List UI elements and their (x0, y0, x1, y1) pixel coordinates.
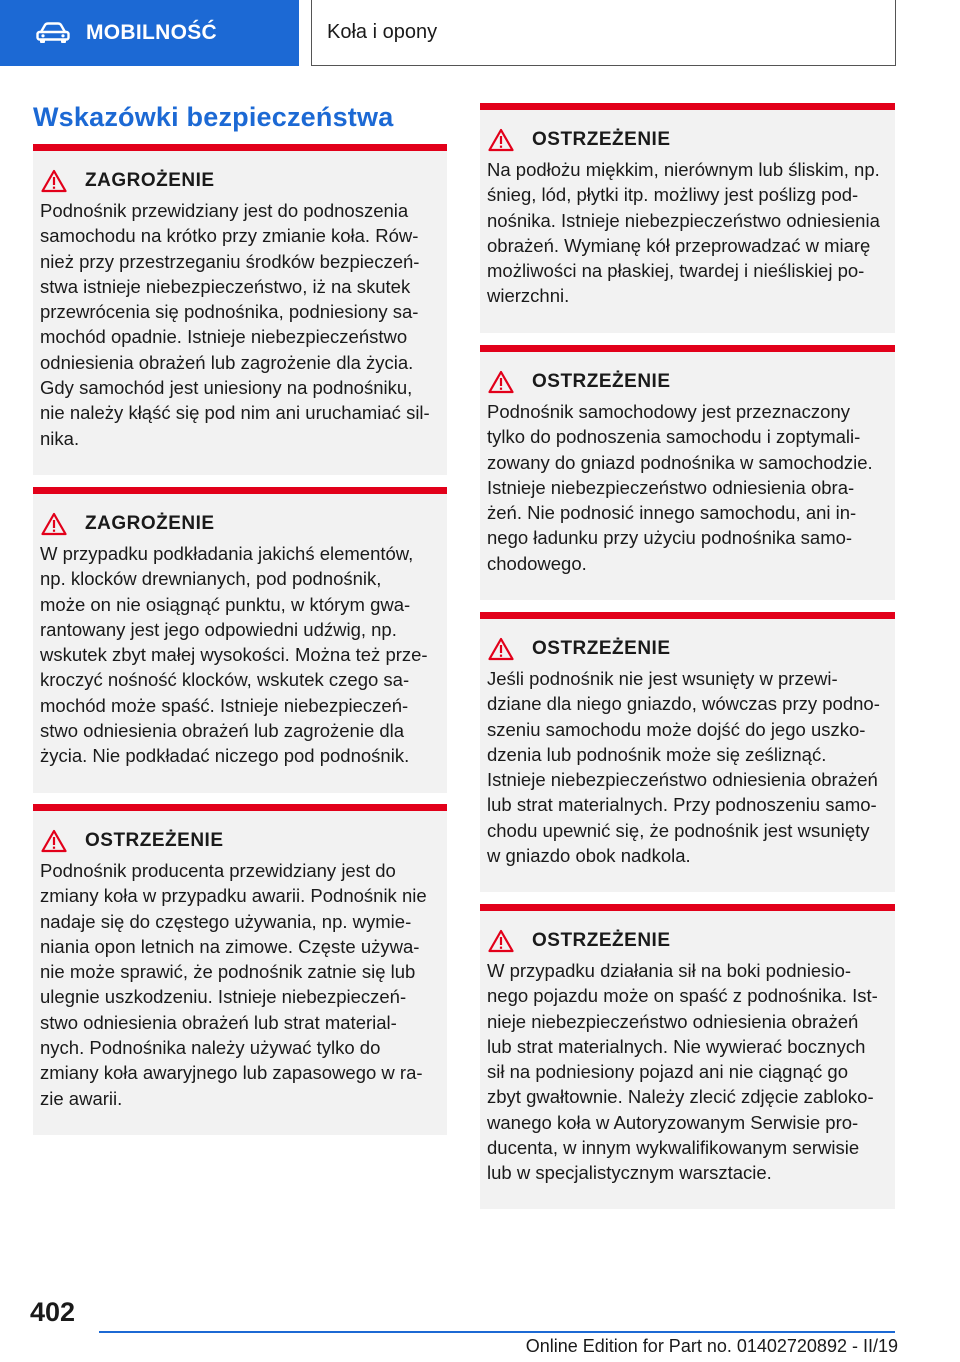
text-line: ducenta, w innym wykwalifikowanym serwisie (487, 1137, 860, 1159)
text-line: mochód może spaść. Istnieje niebezpieczeń- (40, 694, 409, 716)
warning-box (33, 804, 447, 1135)
warning-triangle-icon (488, 929, 514, 953)
text-line: nie należy kłąść się pod nim ani uruchamiać sil- (40, 402, 430, 424)
warning-box (33, 144, 447, 475)
warning-triangle-icon (488, 637, 514, 661)
warning-heading (488, 929, 883, 953)
text-line: lub w specjalistycznym warsztacie. (487, 1162, 772, 1184)
text-line: Podnośnik przewidziany jest do podnoszenia (40, 200, 409, 221)
text-line: zie awarii. (40, 1087, 123, 1109)
text-line: życia. Nie podkładać niczego pod podnośnik. (40, 745, 410, 767)
text-line: ulegnie uszkodzeniu. Istnieje niebezpieczeń- (40, 986, 407, 1008)
text-line: nego pojazdu może on spaść z podnośnika. Ist- (487, 985, 878, 1007)
text-line: nośnika. Istnieje niebezpieczeństwo odniesienia (487, 209, 880, 231)
warning-heading (488, 128, 883, 152)
warning-title: ZAGROŻENIE (85, 513, 215, 534)
text-line: stwa istnieje niebezpieczeństwo, iż na skutek (40, 275, 411, 297)
warning-triangle-icon (41, 169, 67, 193)
warning-title: OSTRZEŻENIE (532, 930, 671, 951)
text-line: żeń. Nie podnosić innego samochodu, ani in- (487, 502, 857, 524)
text-line: w gniazdo obok nadkola. (487, 845, 691, 867)
chapter-header (311, 0, 896, 66)
text-line: wanego koła w Autoryzowanym Serwisie pro- (487, 1111, 859, 1133)
text-line: chodowego. (487, 552, 587, 574)
warning-triangle-icon (41, 829, 67, 853)
section-label: MOBILNOŚĆ (86, 21, 218, 44)
text-line: odniesienia obrażeń lub zagrożenie dla życia. (40, 351, 414, 373)
warning-title: ZAGROŻENIE (85, 170, 215, 191)
warning-title: OSTRZEŻENIE (532, 638, 671, 659)
text-line: nika. (40, 427, 80, 449)
warning-box (480, 103, 895, 333)
text-line: samochodu na krótko przy zmianie koła. Rów- (40, 225, 419, 247)
text-line: śnieg, lód, płytki itp. możliwy jest poślizg pod- (487, 184, 859, 206)
warning-title: OSTRZEŻENIE (85, 830, 224, 851)
warning-heading (41, 169, 435, 193)
text-line: lub strat materialnych. Nie wywierać bocznych (487, 1035, 866, 1057)
warning-text (40, 541, 435, 769)
text-line: nie może sprawić, że podnośnik zatnie się lub (40, 961, 416, 983)
text-line: dzenia lub podnośnik może się ześliznąć. (487, 743, 827, 765)
text-line: lub strat materialnych. Przy podnoszeniu samo- (487, 794, 877, 816)
warning-text (487, 399, 883, 576)
text-line: zbyt gwałtownie. Należy zlecić zdjęcie zabloko- (487, 1086, 874, 1108)
text-line: możliwości na płaskiej, twardej i nieśliskiej po- (487, 260, 865, 282)
text-line: tylko do podnoszenia samochodu i zoptymali- (487, 426, 861, 448)
text-line: W przypadku podkładania jakichś elementów, (40, 543, 414, 564)
text-line: szeniu samochodu może dojść do jego uszko- (487, 718, 866, 740)
warning-title: OSTRZEŻENIE (532, 129, 671, 150)
text-line: Podnośnik producenta przewidziany jest do (40, 860, 396, 881)
text-line: Podnośnik samochodowy jest przeznaczony (487, 401, 850, 422)
text-line: zowany do gniazd podnośnika w samochodzie. (487, 451, 873, 473)
text-line: nych. Podnośnika należy używać tylko do (40, 1037, 381, 1059)
page-number: 402 (30, 1297, 76, 1327)
text-line: stwo odniesienia obrażeń lub strat material- (40, 1011, 397, 1033)
warning-heading (488, 370, 883, 394)
text-line: Istnieje niebezpieczeństwo odniesienia obra- (487, 476, 855, 498)
warning-triangle-icon (488, 128, 514, 152)
edition-text: Online Edition for Part no. 01402720892 - II/19 (525, 1336, 898, 1356)
text-line: stwo odniesienia obrażeń lub zagrożenie dla (40, 720, 405, 742)
warning-box (480, 904, 895, 1209)
text-line: nieje niebezpieczeństwo odniesienia obrażeń (487, 1010, 859, 1032)
warning-text (487, 958, 883, 1186)
text-line: obrażeń. Wymianę kół przeprowadzać w miarę (487, 234, 871, 256)
text-line: mochód opadnie. Istnieje niebezpieczeństwo (40, 326, 408, 348)
warning-box (33, 487, 447, 793)
car-icon (36, 22, 70, 44)
warning-text (487, 157, 883, 309)
warning-box (480, 345, 895, 600)
text-line: kroczyć nośność klocków, wskutek czego sa- (40, 669, 410, 691)
text-line: niania opon letnich na zimowe. Częste używa- (40, 935, 420, 957)
text-line: dziane dla niego gniazdo, wówczas przy podno- (487, 693, 880, 715)
chapter-title: Koła i opony (327, 21, 438, 43)
warning-box (480, 612, 895, 892)
text-line: wierzchni. (487, 285, 570, 307)
footer-divider (99, 1331, 895, 1333)
warning-triangle-icon (41, 512, 67, 536)
warning-heading (41, 512, 435, 536)
warning-text (487, 666, 883, 868)
text-line: Istnieje niebezpieczeństwo odniesienia obrażeń (487, 769, 878, 791)
text-line: Na podłożu miękkim, nierównym lub śliskim, np. (487, 159, 880, 180)
text-line: nadaje się do częstego używania, np. wymie- (40, 910, 412, 932)
text-line: chodu upewnić się, że podnośnik jest wsunięty (487, 819, 870, 841)
text-line: może on nie osiągnąć punktu, w którym gwa- (40, 593, 411, 615)
text-line: sił na podniesiony pojazd ani nie ciągnąć go (487, 1061, 849, 1083)
text-line: zmiany koła awaryjnego lub zapasowego w ra- (40, 1062, 423, 1084)
warning-title: OSTRZEŻENIE (532, 371, 671, 392)
text-line: np. klocków drewnianych, pod podnośnik, (40, 568, 382, 590)
text-line: nego ładunku przy użyciu podnośnika samo- (487, 527, 853, 549)
warning-text (40, 858, 435, 1111)
text-line: przewrócenia się podnośnika, podniesiony sa- (40, 301, 419, 323)
section-tab[interactable] (0, 0, 299, 66)
warning-triangle-icon (488, 370, 514, 394)
text-line: zmiany koła w przypadku awarii. Podnośnik nie (40, 885, 427, 907)
text-line: nież przy przestrzeganiu środków bezpieczeń- (40, 250, 420, 272)
warning-text (40, 198, 435, 451)
page-title: Wskazówki bezpieczeństwa (33, 102, 394, 132)
warning-heading (41, 829, 435, 853)
text-line: W przypadku działania sił na boki podniesio- (487, 960, 852, 981)
text-line: Gdy samochód jest uniesiony na podnośniku, (40, 377, 413, 399)
text-line: Jeśli podnośnik nie jest wsunięty w przewi- (487, 668, 838, 689)
text-line: rantowany jest jego odpowiedni udźwig, np. (40, 618, 397, 640)
text-line: wskutek zbyt małej wysokości. Można też prze- (40, 644, 428, 666)
warning-heading (488, 637, 883, 661)
